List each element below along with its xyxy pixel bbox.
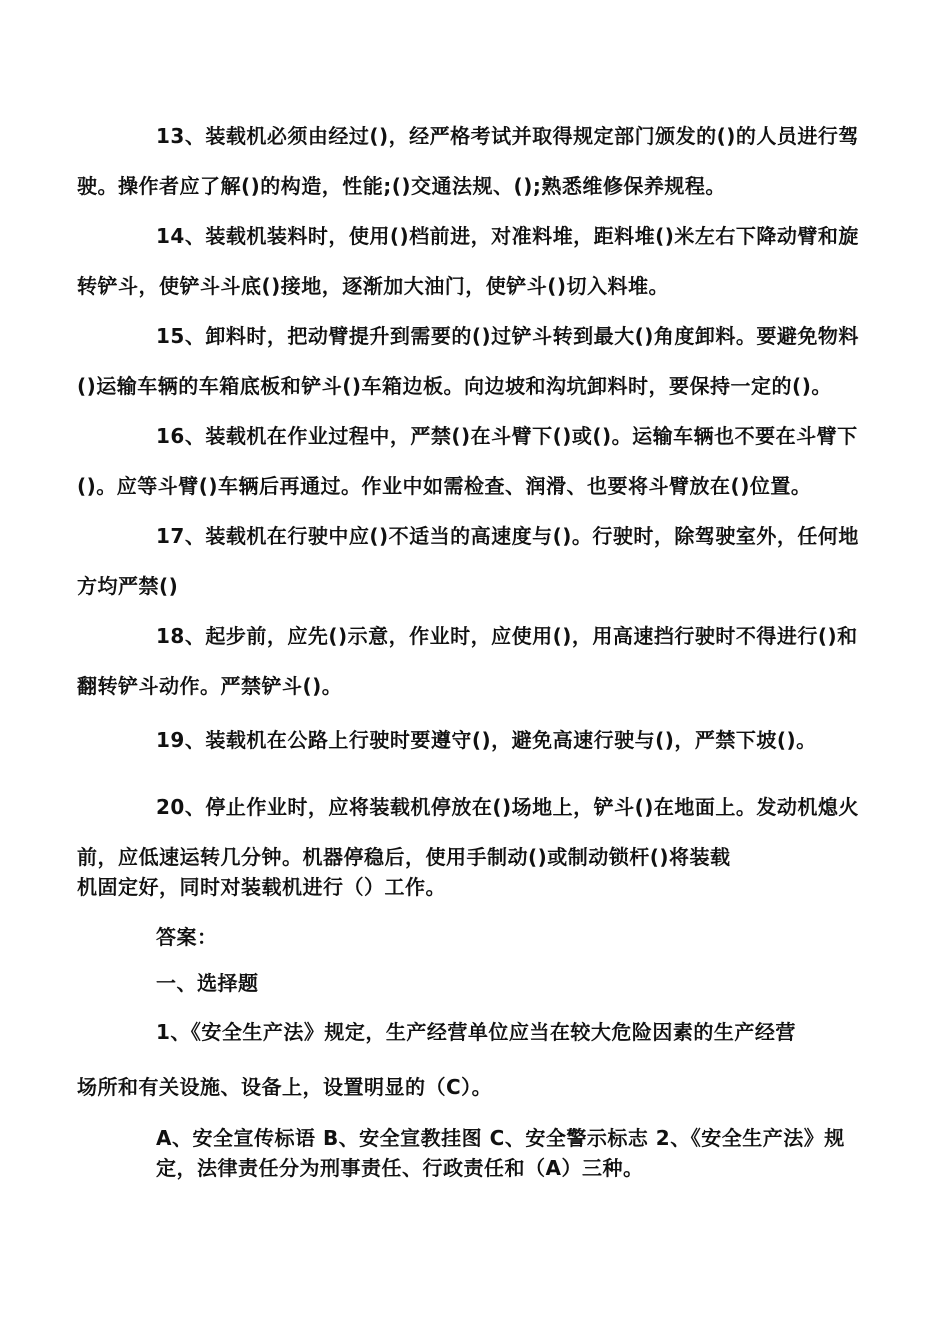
q14-line-2: 转铲斗，使铲斗斗底()接地，逐渐加大油门，使铲斗()切入料堆。 [77, 274, 670, 298]
q18-line-2: 翻转铲斗动作。严禁铲斗()。 [77, 674, 343, 698]
q20-line-2: 前，应低速运转几分钟。机器停稳后，使用手制动()或制动锁杆()将装载 [77, 845, 731, 869]
q19-line-1: 19、装载机在公路上行驶时要遵守()，避免高速行驶与()，严禁下坡()。 [156, 728, 817, 752]
q18-line-1: 18、起步前，应先()示意，作业时，应使用()，用高速挡行驶时不得进行()和 [156, 624, 858, 648]
q13-line-1: 13、装载机必须由经过()，经严格考试并取得规定部门颁发的()的人员进行驾 [156, 124, 859, 148]
answer-2-line-2: 定，法律责任分为刑事责任、行政责任和（A）三种。 [156, 1156, 644, 1180]
q16-line-1: 16、装载机在作业过程中，严禁()在斗臂下()或()。运输车辆也不要在斗臂下 [156, 424, 858, 448]
q16-line-2: ()。应等斗臂()车辆后再通过。作业中如需检查、润滑、也要将斗臂放在()位置。 [77, 474, 812, 498]
answer-1-line-2: 场所和有关设施、设备上，设置明显的（C）。 [77, 1075, 493, 1099]
q13-line-2: 驶。操作者应了解()的构造，性能;()交通法规、();熟悉维修保养规程。 [77, 174, 726, 198]
section-heading: 一、选择题 [156, 971, 259, 995]
q14-line-1: 14、装载机装料时，使用()档前进，对准料堆，距料堆()米左右下降动臂和旋 [156, 224, 859, 248]
q20-line-3: 机固定好，同时对装载机进行（）工作。 [77, 875, 446, 899]
q15-line-1: 15、卸料时，把动臂提升到需要的()过铲斗转到最大()角度卸料。要避免物料 [156, 324, 859, 348]
q15-line-2: ()运输车辆的车箱底板和铲斗()车箱边板。向边坡和沟坑卸料时，要保持一定的()。 [77, 374, 832, 398]
answers-heading: 答案： [156, 925, 218, 949]
answer-2-line-1: A、安全宣传标语 B、安全宣教挂图 C、安全警示标志 2、《安全生产法》规 [156, 1126, 845, 1150]
q20-line-1: 20、停止作业时，应将装载机停放在()场地上，铲斗()在地面上。发动机熄火 [156, 795, 859, 819]
q17-line-1: 17、装载机在行驶中应()不适当的高速度与()。行驶时，除驾驶室外，任何地 [156, 524, 859, 548]
answer-1-line-1: 1、《安全生产法》规定，生产经营单位应当在较大危险因素的生产经营 [156, 1020, 796, 1044]
q17-line-2: 方均严禁() [77, 574, 179, 598]
